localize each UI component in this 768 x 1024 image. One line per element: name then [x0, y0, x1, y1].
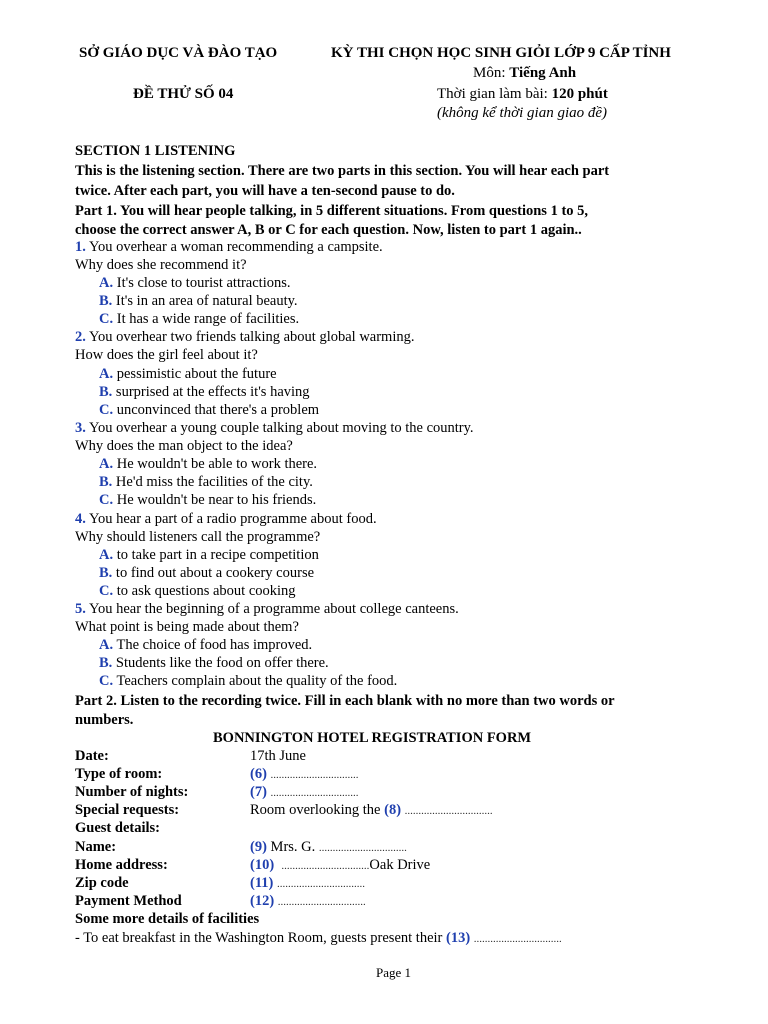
option-text: He wouldn't be near to his friends. — [113, 492, 317, 508]
answer-blank-9[interactable]: ................................ — [318, 842, 407, 854]
form-label-zip-code: Zip code — [75, 875, 129, 891]
question-3-option-c — [99, 492, 316, 509]
form-value-room-type — [250, 766, 359, 783]
question-number: 1. — [75, 239, 86, 255]
value-prefix: Mrs. G. — [266, 839, 319, 855]
part1-instruction-line2: choose the correct answer A, B or C for each question. Now, listen to part 1 again.. — [75, 222, 582, 238]
part2-instruction-line1: Part 2. Listen to the recording twice. Fill in each blank with no more than two words or — [75, 693, 615, 709]
blank-number: (7) — [250, 784, 267, 800]
form-label-nights: Number of nights: — [75, 784, 189, 800]
option-text: Teachers complain about the quality of the food. — [113, 673, 398, 689]
option-text: The choice of food has improved. — [113, 637, 313, 653]
question-stem: You hear the beginning of a programme about college canteens. — [85, 601, 459, 617]
part2-instruction-line2: numbers. — [75, 712, 134, 728]
option-letter: B. — [99, 565, 113, 581]
time-value: 120 phút — [551, 86, 608, 102]
question-stem: You overhear a woman recommending a campsite. — [85, 239, 383, 255]
value-suffix: Oak Drive — [369, 857, 431, 873]
form-label-payment-method: Payment Method — [75, 893, 182, 909]
form-value-name — [250, 839, 407, 856]
option-letter: B. — [99, 655, 113, 671]
option-letter: B. — [99, 384, 113, 400]
question-1-option-a — [99, 275, 291, 292]
exam-title: KỲ THI CHỌN HỌC SINH GIỎI LỚP 9 CẤP TỈNH — [331, 45, 671, 61]
blank-number: (10) — [250, 857, 275, 873]
question-1 — [75, 239, 383, 256]
section-title: SECTION 1 LISTENING — [75, 143, 236, 159]
option-text: unconvinced that there's a problem — [113, 402, 320, 418]
option-letter: B. — [99, 293, 113, 309]
option-letter: C. — [99, 492, 114, 508]
question-4-option-c — [99, 583, 296, 600]
form-label-room-type: Type of room: — [75, 766, 163, 782]
form-label-name: Name: — [75, 839, 117, 855]
section-intro-line1: This is the listening section. There are two parts in this section. You will hear each part — [75, 163, 610, 179]
option-text: to find out about a cookery course — [112, 565, 315, 581]
question-1-prompt: Why does she recommend it? — [75, 257, 247, 273]
option-letter: A. — [99, 366, 114, 382]
question-number: 4. — [75, 511, 86, 527]
question-3-option-a — [99, 456, 317, 473]
item-text: - To eat breakfast in the Washington Room, guests present their — [75, 930, 446, 946]
form-value-zip-code — [250, 875, 365, 892]
time-line — [437, 86, 608, 103]
question-2-option-b — [99, 384, 310, 401]
option-letter: C. — [99, 673, 114, 689]
question-5 — [75, 601, 459, 618]
option-letter: A. — [99, 547, 114, 563]
option-letter: B. — [99, 474, 113, 490]
question-stem: You hear a part of a radio programme about food. — [85, 511, 377, 527]
option-letter: C. — [99, 311, 114, 327]
option-text: It's close to tourist attractions. — [113, 275, 291, 291]
subject-label: Môn: — [473, 65, 510, 81]
question-3-prompt: Why does the man object to the idea? — [75, 438, 293, 454]
department-name: SỞ GIÁO DỤC VÀ ĐÀO TẠO — [79, 45, 278, 61]
question-stem: You overhear a young couple talking about moving to the country. — [85, 420, 474, 436]
question-2-option-c — [99, 402, 319, 419]
answer-blank-8[interactable]: ................................ — [404, 805, 493, 817]
part1-instruction-line1: Part 1. You will hear people talking, in 5 different situations. From questions 1 to 5, — [75, 203, 589, 219]
value-prefix: Room overlooking the — [250, 802, 385, 818]
question-4 — [75, 511, 377, 528]
answer-blank-11[interactable]: ................................ — [276, 878, 365, 890]
option-letter: C. — [99, 402, 114, 418]
question-5-prompt: What point is being made about them? — [75, 619, 299, 635]
form-title: BONNINGTON HOTEL REGISTRATION FORM — [213, 730, 532, 746]
option-text: pessimistic about the future — [113, 366, 277, 382]
question-number: 3. — [75, 420, 86, 436]
question-1-option-b — [99, 293, 298, 310]
form-value-payment-method — [250, 893, 366, 910]
option-text: to take part in a recipe competition — [113, 547, 319, 563]
facilities-item-13 — [75, 930, 562, 947]
time-label: Thời gian làm bài: — [437, 86, 552, 102]
question-5-option-c — [99, 673, 397, 690]
question-4-option-b — [99, 565, 314, 582]
form-label-special-requests: Special requests: — [75, 802, 180, 818]
blank-number: (12) — [250, 893, 275, 909]
option-letter: A. — [99, 637, 114, 653]
question-2 — [75, 329, 414, 346]
option-letter: A. — [99, 275, 114, 291]
blank-number: (6) — [250, 766, 267, 782]
option-text: It's in an area of natural beauty. — [112, 293, 298, 309]
question-2-option-a — [99, 366, 277, 383]
subject-line — [473, 65, 576, 82]
blank-number: (11) — [250, 875, 274, 891]
blank-number: (13) — [445, 930, 471, 946]
page-number: Page 1 — [376, 965, 412, 980]
option-text: Students like the food on offer there. — [112, 655, 329, 671]
answer-blank-7[interactable]: ................................ — [270, 787, 359, 799]
option-text: He wouldn't be able to work there. — [113, 456, 318, 472]
answer-blank-10[interactable]: ................................ — [281, 860, 370, 872]
question-number: 2. — [75, 329, 86, 345]
question-stem: You overhear two friends talking about global warming. — [85, 329, 415, 345]
form-value-nights — [250, 784, 359, 801]
question-1-option-c — [99, 311, 299, 328]
blank-number: (8) — [384, 802, 402, 818]
question-5-option-b — [99, 655, 329, 672]
subject-value: Tiếng Anh — [509, 65, 577, 81]
question-5-option-a — [99, 637, 312, 654]
form-label-home-address: Home address: — [75, 857, 168, 873]
form-value-special-requests — [250, 802, 493, 819]
option-text: It has a wide range of facilities. — [113, 311, 300, 327]
question-3 — [75, 420, 474, 437]
question-2-prompt: How does the girl feel about it? — [75, 347, 258, 363]
answer-blank-6[interactable]: ................................ — [270, 769, 359, 781]
answer-blank-12[interactable]: ................................ — [277, 896, 366, 908]
section-intro-line2: twice. After each part, you will have a ten-second pause to do. — [75, 183, 455, 199]
option-text: surprised at the effects it's having — [112, 384, 310, 400]
form-label-date: Date: — [75, 748, 109, 764]
question-4-option-a — [99, 547, 319, 564]
time-note: (không kể thời gian giao đề) — [437, 105, 608, 121]
blank-number: (9) — [250, 839, 267, 855]
question-number: 5. — [75, 601, 86, 617]
facilities-heading: Some more details of facilities — [75, 911, 260, 927]
option-text: He'd miss the facilities of the city. — [112, 474, 313, 490]
form-value-home-address — [250, 857, 430, 874]
option-letter: C. — [99, 583, 114, 599]
form-label-guest-details: Guest details: — [75, 820, 160, 836]
option-letter: A. — [99, 456, 114, 472]
question-3-option-b — [99, 474, 313, 491]
form-value-date: 17th June — [250, 748, 306, 764]
question-4-prompt: Why should listeners call the programme? — [75, 529, 321, 545]
option-text: to ask questions about cooking — [113, 583, 296, 599]
answer-blank-13[interactable]: ................................ — [473, 933, 562, 945]
exam-code: ĐỀ THỬ SỐ 04 — [133, 86, 234, 102]
